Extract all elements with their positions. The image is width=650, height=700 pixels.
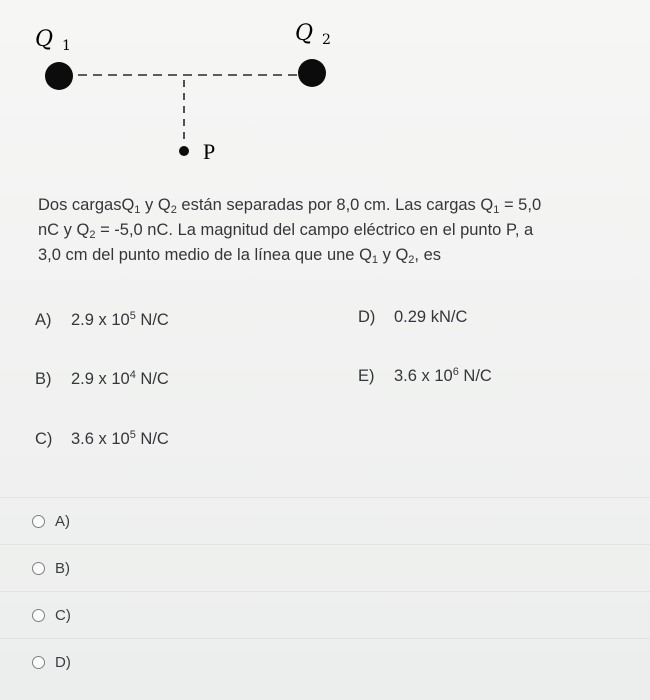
answer-value: 3.6 x 10 [71, 430, 130, 448]
answer-option-a [35, 311, 169, 330]
answer-exponent: 6 [452, 366, 459, 378]
answer-option-c [35, 430, 169, 449]
answer-unit: N/C [135, 370, 169, 388]
charge2-dot [298, 59, 326, 87]
answer-letter: B) [35, 370, 52, 388]
answer-value: 0.29 kN/C [394, 308, 468, 326]
answer-value: 2.9 x 10 [71, 311, 130, 329]
answer-exponent: 5 [129, 310, 136, 322]
answer-value: 2.9 x 10 [71, 370, 130, 388]
q1-subscript: 1 [371, 254, 379, 266]
question-fragment: , es [414, 246, 442, 264]
charge2-index: 2 [322, 32, 331, 48]
answer-exponent: 5 [129, 429, 136, 441]
choice-d[interactable] [0, 638, 650, 685]
question-fragment: nC y [38, 221, 77, 239]
q1-subscript: 1 [134, 204, 141, 216]
answer-letter: A) [35, 311, 52, 329]
radio-button-a[interactable] [32, 515, 45, 528]
q2-symbol: Q [76, 221, 90, 239]
answer-unit: N/C [458, 367, 492, 385]
point-p-dot [179, 146, 189, 156]
question-fragment: Dos cargas [38, 196, 122, 214]
choice-label: D) [55, 653, 71, 671]
radio-button-b[interactable] [32, 562, 45, 575]
choice-a[interactable] [0, 497, 650, 544]
choice-c[interactable] [0, 591, 650, 638]
q2-subscript: 2 [408, 254, 415, 266]
q1-symbol: Q [121, 196, 135, 214]
question-fragment: = -5,0 nC. La magnitud del campo eléctrico en el punto P, a [95, 221, 534, 239]
radio-button-d[interactable] [32, 656, 45, 669]
q2-subscript: 2 [170, 204, 177, 216]
answer-exponent: 4 [129, 369, 136, 381]
choice-label: B) [55, 559, 70, 577]
radio-choice-list [0, 497, 650, 685]
answer-option-e [358, 367, 492, 386]
q2-symbol: Q [395, 246, 409, 264]
question-text [38, 193, 618, 268]
question-fragment: y [140, 196, 158, 214]
q1-subscript: 1 [493, 204, 500, 216]
q2-symbol: Q [157, 196, 171, 214]
choice-b[interactable] [0, 544, 650, 591]
answer-letter: E) [358, 367, 375, 385]
answer-letter: C) [35, 430, 53, 448]
answer-value: 3.6 x 10 [394, 367, 453, 385]
charge1-dot [45, 62, 73, 90]
charge1-symbol: Q [35, 27, 54, 52]
choice-label: A) [55, 512, 70, 530]
question-fragment: y [378, 246, 396, 264]
answer-unit: N/C [135, 311, 169, 329]
question-fragment: 3,0 cm del punto medio de la línea que une [38, 246, 360, 264]
charge2-symbol: Q [295, 21, 314, 46]
answer-option-b [35, 370, 169, 389]
question-fragment: = 5,0 [499, 196, 542, 214]
q2-subscript: 2 [89, 229, 96, 241]
charges-diagram [0, 0, 650, 180]
choice-label: C) [55, 606, 71, 624]
q1-symbol: Q [480, 196, 494, 214]
q1-symbol: Q [359, 246, 372, 264]
answer-letter: D) [358, 308, 376, 326]
answer-unit: N/C [135, 430, 169, 448]
point-p-label: P [203, 139, 216, 164]
answer-option-d [358, 308, 467, 327]
charge1-index: 1 [62, 38, 71, 54]
radio-button-c[interactable] [32, 609, 45, 622]
question-fragment: están separadas por 8,0 cm. Las cargas [176, 196, 481, 214]
